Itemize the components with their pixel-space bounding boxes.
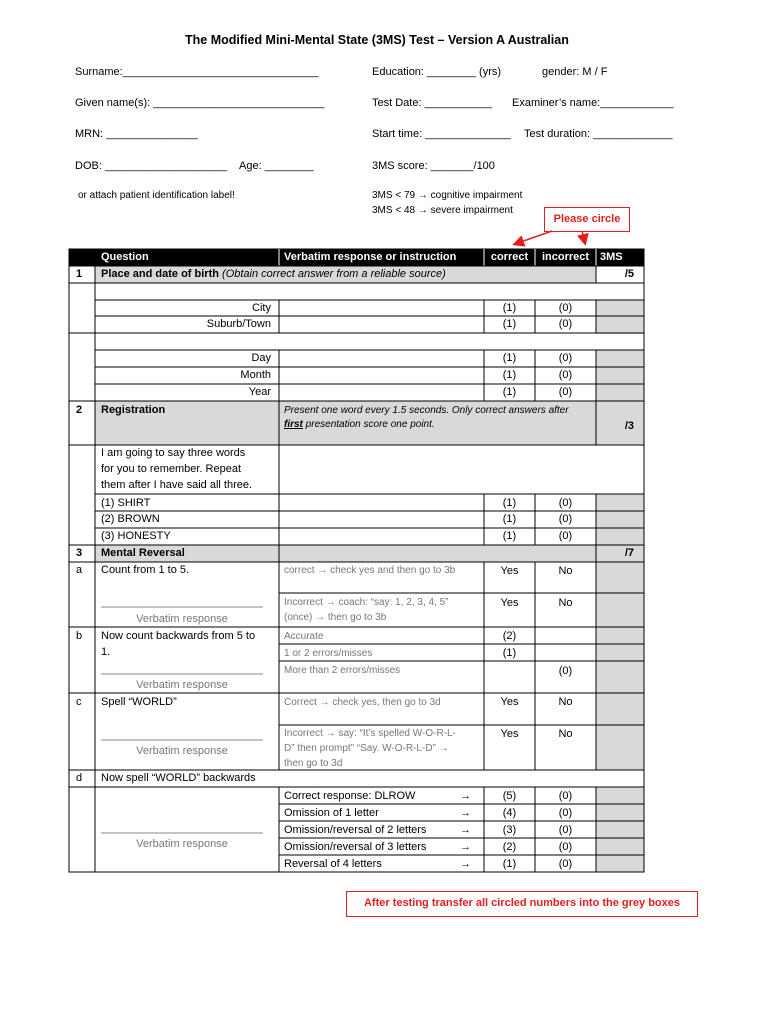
s2-word-brown: (2) BROWN	[101, 513, 160, 525]
given-names-field[interactable]: Given name(s): ____________________________	[75, 97, 325, 109]
s1-year-label: Year	[248, 386, 271, 398]
threshold-severe: 3MS < 48 → severe impairment	[372, 205, 513, 216]
start-time-field[interactable]: Start time: ______________	[372, 128, 511, 140]
s2-instruction-first: first	[284, 419, 303, 430]
age-field[interactable]: Age: ________	[239, 160, 314, 172]
s3a-response-correct: correct → check yes and then go to 3b	[284, 565, 456, 576]
arrow-icon: →	[460, 858, 471, 870]
s3c-response-incorrect-2: D” then prompt” “Say. W-O-R-L-D” →	[284, 743, 449, 754]
s3-number: 3	[76, 547, 83, 559]
s3b-response-1-2-errors: 1 or 2 errors/misses	[284, 648, 373, 659]
duration-field[interactable]: Test duration: _____________	[524, 128, 673, 140]
s2-title: Registration	[101, 404, 166, 416]
examiner-field[interactable]: Examiner’s name:____________	[512, 97, 674, 109]
page-title: The Modified Mini-Mental State (3MS) Test – Version A Australian	[185, 33, 569, 47]
s3d-response-3: Omission/reversal of 2 letters	[284, 824, 427, 836]
surname-field[interactable]: Surname:________________________________	[75, 66, 319, 78]
s3d-zero-4[interactable]: (0)	[558, 841, 573, 853]
s1-month-incorrect[interactable]: (0)	[558, 369, 573, 381]
s3a-response-incorrect-1: Incorrect → coach: “say: 1, 2, 3, 4, 5”	[284, 597, 449, 608]
s3a-no-2[interactable]: No	[558, 597, 573, 609]
s3d-letter: d	[76, 772, 83, 784]
s3a-response-incorrect-2: (once) → then go to 3b	[284, 612, 387, 623]
s2-honesty-correct[interactable]: (1)	[502, 530, 517, 542]
s1-city-incorrect[interactable]: (0)	[558, 302, 573, 314]
s1-year-incorrect[interactable]: (0)	[558, 386, 573, 398]
col-verbatim: Verbatim response or instruction	[284, 251, 457, 263]
s2-prompt-2: for you to remember. Repeat	[101, 463, 242, 475]
s1-day-label: Day	[251, 352, 271, 364]
s3d-zero-3[interactable]: (0)	[558, 824, 573, 836]
arrow-icon: →	[460, 841, 471, 853]
s3c-letter: c	[76, 696, 82, 708]
s3d-response-4: Omission/reversal of 3 letters	[284, 841, 427, 853]
dob-field[interactable]: DOB: ____________________	[75, 160, 228, 172]
s3d-zero-5[interactable]: (0)	[558, 858, 573, 870]
s3a-no-1[interactable]: No	[558, 565, 573, 577]
s3b-response-more-errors: More than 2 errors/misses	[284, 665, 401, 676]
s2-word-shirt: (1) SHIRT	[101, 497, 151, 509]
s1-title-row	[101, 268, 446, 281]
s3a-letter: a	[76, 564, 83, 576]
footer-note-box	[346, 891, 698, 917]
s1-day-incorrect[interactable]: (0)	[558, 352, 573, 364]
col-score: 3MS	[600, 251, 623, 263]
s3d-score-3[interactable]: (3)	[502, 824, 517, 836]
mrn-field[interactable]: MRN: _______________	[75, 128, 198, 140]
s3c-yes-1[interactable]: Yes	[500, 696, 519, 708]
s3a-yes-1[interactable]: Yes	[500, 565, 519, 577]
s1-title-note: (Obtain correct answer from a reliable source)	[222, 268, 446, 280]
s3b-errors-score[interactable]: (1)	[502, 647, 517, 659]
s3d-response-5: Reversal of 4 letters	[284, 858, 382, 870]
s2-word-honesty: (3) HONESTY	[101, 530, 171, 542]
s2-honesty-incorrect[interactable]: (0)	[558, 530, 573, 542]
s2-number: 2	[76, 404, 83, 416]
s3d-score-4[interactable]: (4)	[502, 807, 517, 819]
s3d-score-5[interactable]: (5)	[502, 790, 517, 802]
s3b-response-accurate: Accurate	[284, 631, 324, 642]
s3b-more-errors-score[interactable]: (0)	[558, 665, 573, 677]
s3b-accurate-score[interactable]: (2)	[502, 630, 517, 642]
s3d-question: Now spell “WORLD” backwards	[101, 772, 256, 784]
s1-month-label: Month	[240, 369, 271, 381]
s1-suburb-label: Suburb/Town	[206, 318, 271, 330]
s3d-response-2: Omission of 1 letter	[284, 807, 379, 819]
s1-number: 1	[76, 268, 83, 280]
s2-shirt-incorrect[interactable]: (0)	[558, 497, 573, 509]
s2-brown-incorrect[interactable]: (0)	[558, 513, 573, 525]
s1-title: Place and date of birth	[101, 268, 219, 280]
s1-month-correct[interactable]: (1)	[502, 369, 517, 381]
s1-day-correct[interactable]: (1)	[502, 352, 517, 364]
s3c-question: Spell “WORLD”	[101, 696, 177, 708]
s3b-letter: b	[76, 630, 83, 642]
s3b-verbatim-label[interactable]: Verbatim response	[136, 679, 228, 691]
s3a-question: Count from 1 to 5.	[101, 564, 190, 576]
s3a-yes-2[interactable]: Yes	[500, 597, 519, 609]
s1-score: /5	[624, 268, 634, 280]
col-incorrect: incorrect	[541, 251, 590, 263]
s3d-zero-2[interactable]: (0)	[558, 807, 573, 819]
footer-note: After testing transfer all circled numbers into the grey boxes	[363, 897, 681, 909]
s3c-response-correct: Correct → check yes, then go to 3d	[284, 697, 441, 708]
s1-year-correct[interactable]: (1)	[502, 386, 517, 398]
s3d-score-2[interactable]: (2)	[502, 841, 517, 853]
s3-title: Mental Reversal	[101, 547, 185, 559]
score-field[interactable]: 3MS score: _______/100	[372, 160, 495, 172]
col-correct: correct	[490, 251, 529, 263]
s3b-question-2: 1.	[101, 646, 111, 658]
s2-brown-correct[interactable]: (1)	[502, 513, 517, 525]
test-date-field[interactable]: Test Date: ___________	[372, 97, 492, 109]
s1-suburb-correct[interactable]: (1)	[502, 318, 517, 330]
s3a-verbatim-label[interactable]: Verbatim response	[136, 613, 228, 625]
s3c-yes-2[interactable]: Yes	[500, 728, 519, 740]
s3c-response-incorrect-3: then go to 3d	[284, 758, 343, 769]
education-field[interactable]: Education: ________ (yrs)	[372, 66, 502, 78]
gender-field[interactable]: gender: M / F	[542, 66, 608, 78]
s1-suburb-incorrect[interactable]: (0)	[558, 318, 573, 330]
s2-instruction-rest: presentation score one point.	[302, 419, 435, 430]
arrow-icon: →	[460, 807, 471, 819]
s1-city-label: City	[252, 302, 271, 314]
s2-score: /3	[624, 420, 634, 432]
s3b-question-1: Now count backwards from 5 to	[101, 630, 256, 642]
s3-score: /7	[624, 547, 634, 559]
s3c-response-incorrect-1: Incorrect → say: “It’s spelled W-O-R-L-	[284, 728, 456, 739]
s3c-no-2[interactable]: No	[558, 728, 573, 740]
col-question: Question	[101, 251, 149, 263]
s3d-response-1: Correct response: DLROW	[284, 790, 416, 802]
s3d-verbatim-label[interactable]: Verbatim response	[136, 838, 228, 850]
s3c-verbatim-label[interactable]: Verbatim response	[136, 745, 228, 757]
s2-prompt-3: them after I have said all three.	[101, 479, 253, 491]
s3c-no-1[interactable]: No	[558, 696, 573, 708]
s2-instruction-2	[284, 418, 435, 431]
s2-instruction-1: Present one word every 1.5 seconds. Only correct answers after	[284, 405, 569, 416]
s2-shirt-correct[interactable]: (1)	[502, 497, 517, 509]
label-note: or attach patient identification label!	[78, 190, 235, 201]
arrow-icon: →	[460, 824, 471, 836]
threshold-cognitive: 3MS < 79 → cognitive impairment	[372, 190, 523, 201]
please-circle-text: Please circle	[553, 213, 621, 225]
s1-city-correct[interactable]: (1)	[502, 302, 517, 314]
s2-prompt-1: I am going to say three words	[101, 447, 246, 459]
arrow-icon: →	[460, 790, 471, 802]
s3d-score-1[interactable]: (1)	[502, 858, 517, 870]
s3d-zero-1[interactable]: (0)	[558, 790, 573, 802]
